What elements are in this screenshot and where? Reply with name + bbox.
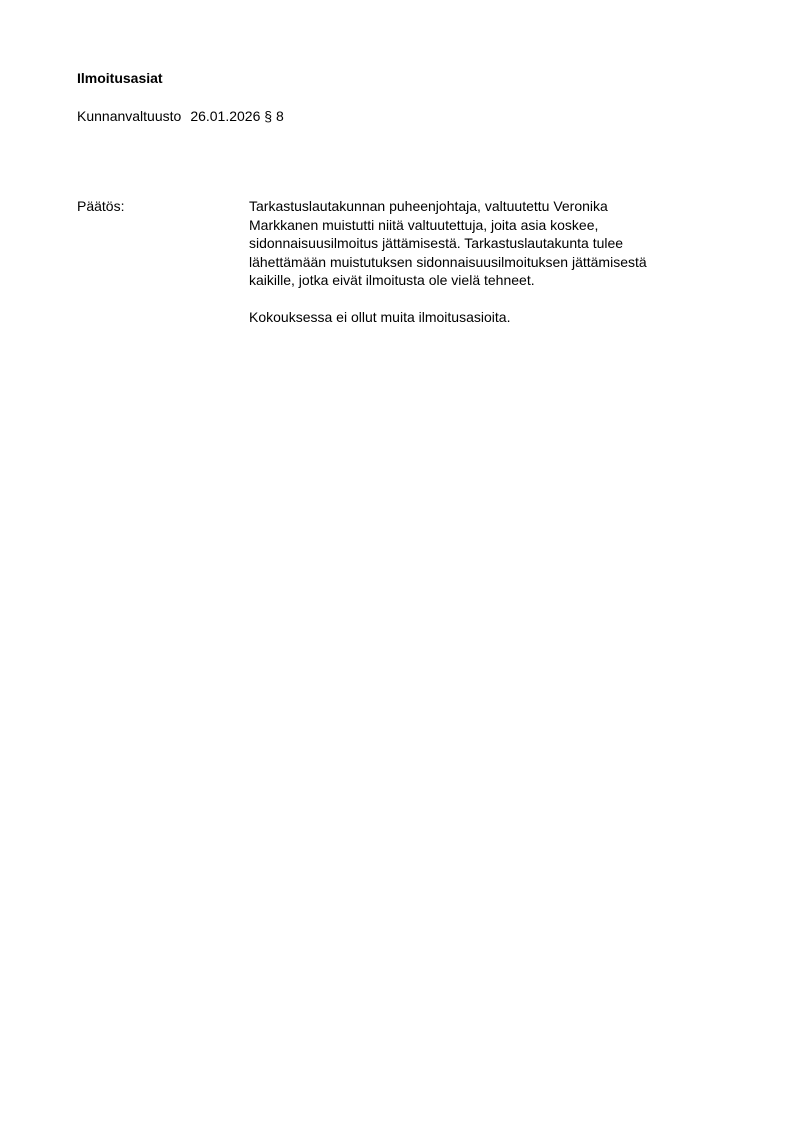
meeting-body: Kunnanvaltuusto xyxy=(77,108,182,124)
meeting-reference-line xyxy=(77,107,284,125)
decision-line: Markkanen muistutti niitä valtuutettuja, joita asia koskee, xyxy=(249,216,599,233)
document-title: Ilmoitusasiat xyxy=(77,70,163,86)
meeting-section-reference: 26.01.2026 § 8 xyxy=(190,108,284,124)
decision-label: Päätös: xyxy=(77,198,125,214)
decision-line: sidonnaisuusilmoitus jättämisestä. Tarkastuslautakunta tulee xyxy=(249,235,624,251)
decision-text xyxy=(249,197,719,327)
decision-line: lähettämään muistutuksen sidonnaisuusilmoituksen jättämisestä xyxy=(249,253,647,270)
decision-line: Tarkastuslautakunnan puheenjohtaja, valtuutettu Veronika xyxy=(249,198,608,214)
decision-paragraph-2: Kokouksessa ei ollut muita ilmoitusasioita. xyxy=(249,309,511,325)
decision-line: kaikille, jotka eivät ilmoitusta ole vielä tehneet. xyxy=(249,272,535,288)
